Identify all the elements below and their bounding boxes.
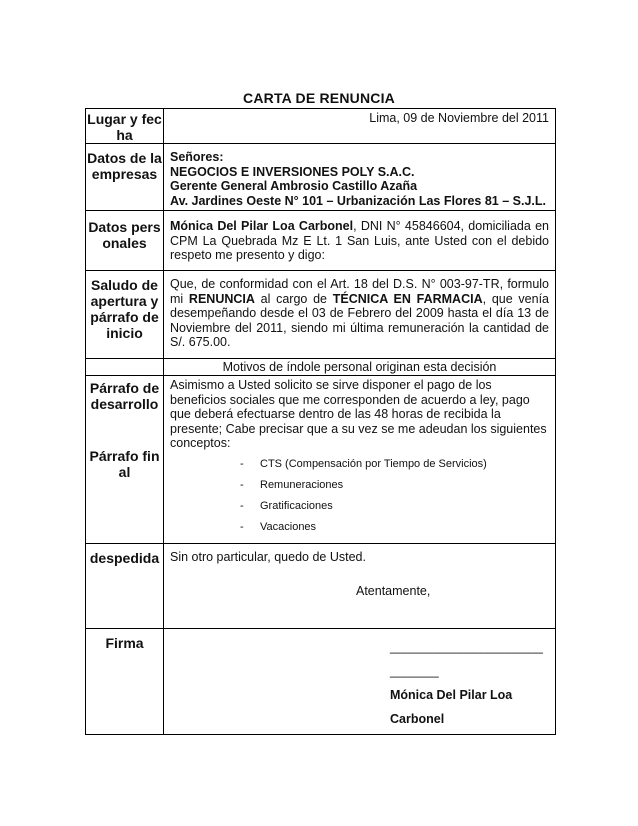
list-item: - Remuneraciones — [240, 478, 344, 491]
dash-icon: - — [240, 499, 244, 512]
label-desarrollo: Párrafo de desarrollo — [89, 380, 160, 412]
dash-icon: - — [240, 520, 244, 533]
row-motivo — [86, 359, 556, 376]
opening-paragraph — [164, 271, 556, 359]
renuncia-word: RENUNCIA — [188, 291, 255, 306]
label-despedida: despedida — [86, 543, 164, 628]
company-line-name: NEGOCIOS E INVERSIONES POLY S.A.C. — [170, 164, 415, 179]
label-lugar-fecha: Lugar y fecha — [86, 109, 164, 144]
opening-text-1: Que, de conformidad con el Art. 18 del D.S. N° 003-97-TR, formulo mi — [170, 277, 549, 306]
row-firma — [86, 628, 556, 734]
signature-line: ______________________ — [390, 639, 543, 654]
signature-cell — [164, 628, 556, 734]
label-desarrollo-cell — [86, 376, 164, 544]
opening-text-3: , que venía desempeñando desde el 03 de Febrero del 2009 hasta el día 13 de Noviembre del 2011, siendo mi última remuneración la cantidad de S/. 675.00. — [170, 291, 549, 349]
closing-text: Sin otro particular, quedo de Usted. — [170, 549, 366, 564]
label-datos-empresa: Datos de la empresas — [86, 144, 164, 211]
dash-icon: - — [240, 457, 244, 470]
development-text: Asimismo a Usted solicito se sirve disponer el pago de los beneficios sociales que me corresponden de acuerdo a ley, pago que deberá efectuarse dentro de las 48 horas de recibida la presente; Cabe precisar que a su vez se me adeudan los siguientes conceptos: — [170, 378, 547, 450]
personal-details: , DNI N° 45846604, domiciliada en CPM La Quebrada Mz E Lt. 1 San Luis, ante Usted con el debido respeto me presento y digo: — [170, 219, 549, 262]
row-datos-empresa — [86, 144, 556, 211]
row-saludo — [86, 271, 556, 359]
row-desarrollo — [86, 376, 556, 544]
company-line-salutation: Señores: — [170, 150, 224, 164]
label-parrafo-final: Párrafo final — [89, 448, 160, 480]
place-date-text: Lima, 09 de Noviembre del 2011 — [164, 109, 556, 144]
motivo-empty-label — [86, 359, 164, 376]
opening-text-2: al cargo de — [254, 291, 333, 306]
row-despedida — [86, 543, 556, 628]
label-saludo: Saludo de apertura y párrafo de inicio — [86, 271, 164, 359]
label-datos-personales: Datos personales — [86, 211, 164, 271]
label-firma: Firma — [86, 628, 164, 734]
signer-name-2: Carbonel — [390, 711, 445, 726]
list-item: - CTS (Compensación por Tiempo de Servicios) — [240, 457, 487, 470]
signer-name-1: Mónica Del Pilar Loa — [390, 687, 513, 702]
job-title: TÉCNICA EN FARMACIA — [332, 291, 483, 306]
atentamente-text: Atentamente, — [356, 584, 431, 598]
development-paragraph — [164, 376, 556, 544]
list-item: - Gratificaciones — [240, 499, 333, 512]
list-item: - Vacaciones — [240, 520, 317, 533]
row-lugar-fecha — [86, 109, 556, 144]
row-datos-personales — [86, 211, 556, 271]
reason-text: Motivos de índole personal originan esta decisión — [164, 359, 556, 376]
document-title: CARTA DE RENUNCIA — [243, 90, 395, 106]
closing-cell — [164, 543, 556, 628]
company-line-address: Av. Jardines Oeste N° 101 – Urbanización Las Flores 81 – S.J.L. — [170, 193, 546, 208]
dash-icon: - — [240, 478, 244, 491]
personal-data-text — [164, 211, 556, 271]
concept-list — [170, 457, 549, 534]
personal-name: Mónica Del Pilar Loa Carbonel — [170, 219, 354, 233]
signature-line-2: _______ — [390, 663, 439, 678]
company-block — [164, 144, 556, 211]
company-line-manager: Gerente General Ambrosio Castillo Azaña — [170, 179, 418, 193]
letter-table — [85, 108, 556, 735]
